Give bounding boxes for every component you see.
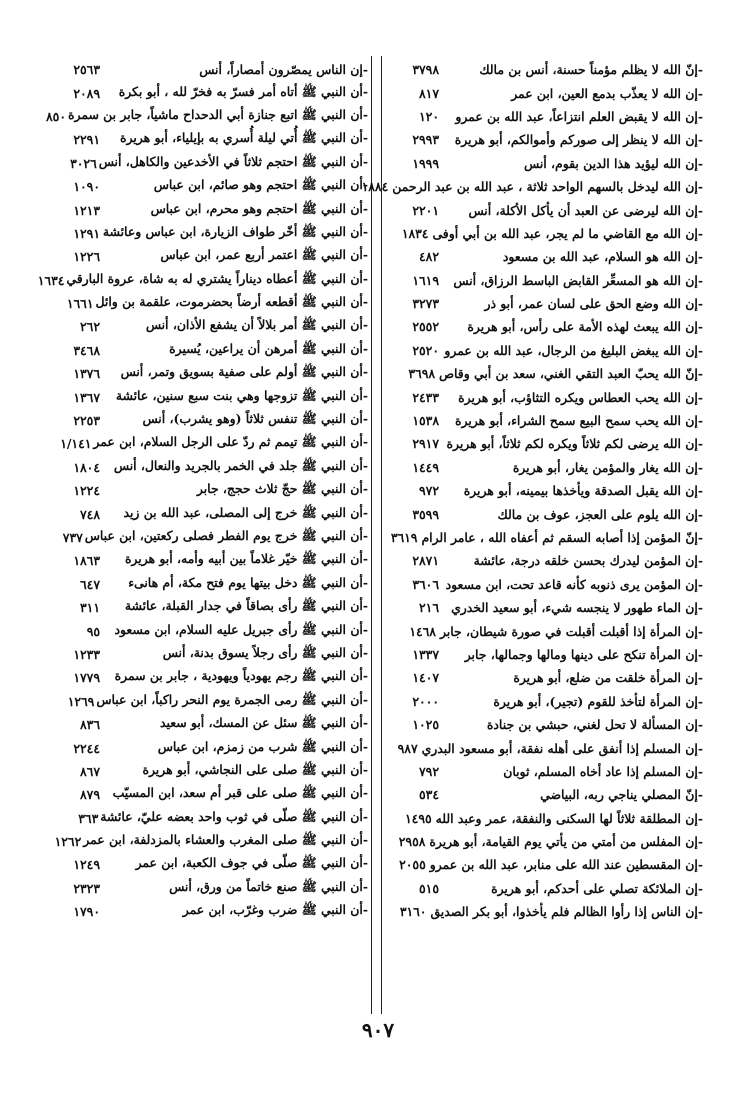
index-entry (40, 432, 370, 455)
entry-reference-number: ١٤٦٨ (409, 623, 436, 639)
index-entry (383, 853, 705, 876)
entry-reference-number: ٢٠٠٠ (412, 693, 439, 709)
entry-reference-number: ٧٤٨ (80, 506, 100, 522)
entry-reference-number: ٣٠٢٦ (70, 155, 97, 171)
entry-text: -إن الله يحب سمح البيع سمح الشراء، أبو هريرة (455, 413, 703, 429)
index-entry (40, 362, 370, 385)
index-entry (40, 292, 370, 315)
index-entry (40, 339, 370, 362)
entry-text: -أن النبي ﷺ تزوجها وهي بنت سبع سنين، عائشة (115, 387, 368, 403)
index-entry (40, 152, 370, 175)
index-entry (40, 105, 370, 128)
index-entry (383, 549, 705, 572)
entry-text: -أن النبي ﷺ احتجم وهو صائم، ابن عباس (153, 177, 368, 193)
index-entry (40, 877, 370, 900)
entry-text: -إن الله يقبل الصدقة ويأخذها بيمينه، أبو هريرة (463, 483, 703, 499)
entry-reference-number: ١/١٤١ (60, 436, 92, 452)
index-entry (383, 245, 705, 268)
index-entry (37, 269, 370, 292)
entry-text: -إن الله يبعث لهذه الأمة على رأس، أبو هريرة (467, 319, 703, 335)
entry-text: -أن النبي ﷺ رأى جبريل عليه السلام، ابن مسعود (114, 621, 368, 637)
entry-text: -أن النبي ﷺ دخل بيتها يوم فتح مكة، أم هانىء (128, 574, 368, 590)
entry-reference-number: ٢٩٩٣ (412, 132, 439, 148)
entry-reference-number: ٣١١ (80, 600, 100, 616)
index-entry (40, 81, 370, 104)
entry-text: -إن المفلس من أمتي من يأتي يوم القيامة، أبو هريرة (429, 834, 703, 850)
entry-text: -أن النبي ﷺ تيمم ثم ردّ على الرجل السلام، ابن عمر (93, 434, 368, 450)
entry-text: -إن المسلم إذا أنفق على أهله نفقة، أبو مسعود البدري (421, 740, 703, 756)
index-entry (383, 58, 705, 81)
entry-reference-number: ١٢٣٣ (73, 646, 100, 662)
index-entry (383, 81, 705, 104)
entry-reference-number: ٩٥ (86, 623, 100, 639)
index-entry (383, 479, 705, 502)
entry-text: -إن المطلقة ثلاثاً لها السكنى والنفقة، عمر وعبد الله (435, 810, 703, 826)
left-column (37, 58, 370, 923)
index-entry (383, 573, 705, 596)
entry-text: -إنّ الله يحبّ العبد التقي الغني، سعد بن أبي وقاص (439, 366, 703, 382)
entry-text: -أن النبي ﷺ صلّى في ثوب واحد بعضه عليّ، عائشة (100, 808, 368, 824)
entry-reference-number: ٥٣٤ (419, 787, 439, 803)
index-entry (361, 175, 705, 198)
index-entry (40, 385, 370, 408)
entry-text: -إن الله لا يقبض العلم انتزاعاً، عبد الله بن عمرو (455, 108, 703, 124)
entry-text: -أن النبي ﷺ خرج يوم الفطر فصلى ركعتين، ابن عباس (84, 528, 368, 543)
entry-reference-number: ١٧٩٠ (73, 904, 100, 920)
entry-reference-number: ٣١٦٠ (399, 904, 427, 920)
entry-reference-number: ٢٢٥٣ (73, 413, 100, 429)
entry-reference-number: ١٢٦٩ (67, 693, 95, 709)
index-entry (383, 409, 705, 432)
entry-text: -أن النبي ﷺ أمرهن أن يراعين، يُسيرة (169, 340, 368, 356)
entry-text: -إن الله لا يعذّب بدمع العين، ابن عمر (511, 85, 703, 101)
entry-text: -أن النبي ﷺ أقطعه أرضاً بحضرموت، علقمة بن وائل (95, 294, 368, 310)
index-entry (383, 900, 705, 923)
entry-reference-number: ٣٦٩٨ (408, 366, 436, 382)
entry-text: -أن النبي ﷺ صنع خاتماً من ورق، أنس (169, 878, 368, 894)
index-entry (40, 315, 370, 338)
entry-text: -أن النبي ﷺ اتبع جنازة أبي الدحداح ماشياً، جابر بن سمرة (67, 106, 368, 122)
index-entry (40, 58, 370, 81)
entry-text: -أن النبي ﷺ احتجم ثلاثاً في الأخدعين والكاهل، أنس (98, 153, 368, 169)
entry-reference-number: ٢٢٤٤ (73, 740, 100, 756)
entry-reference-number: ٣٢٧٣ (412, 296, 439, 312)
entry-reference-number: ١٤٠٧ (412, 670, 439, 686)
index-entry (383, 269, 705, 292)
index-entry (40, 456, 370, 479)
page-number: ٩٠٧ (361, 1018, 395, 1042)
entry-text: -إن الله لا ينظر إلى صوركم وأموالكم، أبو هريرة (454, 132, 703, 148)
entry-text: -أن النبي ﷺ رأى بصاقاً في جدار القبلة، عائشة (124, 598, 368, 614)
entry-reference-number: ١٦٣٤ (37, 272, 65, 288)
entry-text: -أن النبي ﷺ أولم على صفية بسويق وتمر، أنس (120, 364, 368, 380)
index-entry (40, 643, 370, 666)
entry-reference-number: ١٨٨٤ (361, 179, 389, 195)
entry-text: -أن النبي ﷺ احتجم وهو محرم، ابن عباس (150, 200, 368, 216)
index-entry (40, 549, 370, 572)
index-entry (40, 409, 370, 432)
index-entry (383, 619, 705, 642)
entry-text: -أن النبي ﷺ صلّى في جوف الكعبة، ابن عمر (135, 855, 368, 871)
entry-text: -إن الله هو المسعِّر القابض الباسط الرزاق، أنس (453, 272, 703, 288)
entry-text: -أن النبي ﷺ خيّر غلاماً بين أبيه وأمه، أبو هريرة (124, 551, 368, 567)
index-entry (383, 502, 705, 525)
index-entry (383, 877, 705, 900)
index-entry (40, 760, 370, 783)
index-entry (40, 128, 370, 151)
entry-reference-number: ١٢٢٤ (73, 483, 100, 499)
entry-text: -أن النبي ﷺ رمى الجمرة يوم النحر راكباً، ابن عباس (96, 691, 368, 707)
index-entry (40, 222, 370, 245)
entry-reference-number: ٢٥٥٢ (412, 319, 439, 335)
index-entry (383, 432, 705, 455)
index-entry (383, 105, 705, 128)
index-entry (40, 713, 370, 736)
index-entry (383, 526, 705, 549)
entry-reference-number: ٨٣٦ (80, 717, 100, 733)
entry-reference-number: ٤٨٢ (419, 249, 439, 265)
index-entry (383, 198, 705, 221)
entry-text: -أن النبي ﷺ خرج إلى المصلى، عبد الله بن زيد (123, 504, 368, 520)
entry-text: -أن النبي ﷺ رجم يهودياً ويهودية ، جابر بن سمرة (114, 668, 368, 684)
entry-reference-number: ١٩٩٩ (412, 155, 439, 171)
index-entry (40, 619, 370, 642)
index-entry (40, 830, 370, 853)
entry-reference-number: ٢٩١٧ (412, 436, 439, 452)
entry-text: -أن النبي ﷺ شرب من زمزم، ابن عباس (157, 738, 368, 754)
index-entry (40, 573, 370, 596)
entry-reference-number: ٢٦٢ (80, 319, 100, 335)
entry-reference-number: ٣٧٩٨ (412, 62, 439, 78)
entry-text: -أن النبي ﷺ اعتمر أربع عمر، ابن عباس (160, 247, 368, 263)
entry-reference-number: ١٨٦٣ (73, 553, 100, 569)
entry-reference-number: ٣٦٠٦ (412, 576, 439, 592)
entry-text: -أن النبي ﷺ ضرب وغرّب، ابن عمر (182, 902, 368, 918)
entry-text: -إن المؤمن يرى ذنوبه كأنه قاعد تحت، ابن مسعود (445, 576, 703, 592)
entry-text: -إنّ الله لا يظلم مؤمناً حسنة، أنس بن مالك (479, 62, 703, 78)
entry-reference-number: ١٢٠ (419, 108, 439, 124)
entry-reference-number: ٢٠٥٥ (399, 857, 426, 873)
entry-reference-number: ١٨٣٤ (401, 225, 429, 241)
entry-text: -إن الله يغار والمؤمن يغار، أبو هريرة (512, 459, 703, 475)
entry-reference-number: ١٣٧٦ (73, 366, 100, 382)
entry-reference-number: ٥١٥ (419, 880, 439, 896)
index-entry (383, 152, 705, 175)
entry-text: -إن الله مع القاضي ما لم يجر، عبد الله بن أبي أوفى (432, 225, 703, 241)
entry-reference-number: ١٤٤٩ (412, 459, 439, 475)
entry-text: -أن النبي ﷺ أعطاه ديناراً يشتري له به شاة، عروة البارقي (66, 270, 368, 286)
index-entry (383, 830, 705, 853)
index-entry (383, 385, 705, 408)
entry-text: -أن النبي ﷺ صلى على النجاشي، أبو هريرة (142, 761, 368, 777)
entry-reference-number: ١٠٩٠ (73, 179, 100, 195)
index-entry (40, 245, 370, 268)
entry-reference-number: ٢٤٣٣ (412, 389, 439, 405)
entry-reference-number: ٩٨٧ (397, 740, 418, 756)
index-entry (383, 666, 705, 689)
entry-text: -إن الماء طهور لا ينجسه شيء، أبو سعيد الخدري (451, 600, 703, 616)
index-entry (383, 807, 705, 830)
entry-text: -إن الله ليؤيد هذا الدين بقوم، أنس (524, 155, 703, 171)
entry-text: -إن الناس إذا رأوا الظالم فلم يأخذوا، أبو بكر الصديق (430, 904, 703, 920)
right-column (361, 58, 705, 923)
entry-text: -إن المسلم إذا عاد أخاه المسلم، ثوبان (503, 763, 703, 779)
entry-text: -إن الله يبغض البليغ من الرجال، عبد الله بن عمرو (444, 342, 703, 358)
entry-text: -أن النبي ﷺ حجّ ثلاث حجج، جابر (196, 481, 368, 497)
entry-reference-number: ٣٦٣ (78, 810, 99, 826)
entry-text: -أن النبي ﷺ صلى على قبر أم سعد، ابن المسيّب (112, 785, 368, 801)
entry-text: -إن الله يحب العطاس ويكره التثاؤب، أبو هريرة (458, 389, 703, 405)
index-entry (383, 128, 705, 151)
entry-text: -إن الله ليدخل بالسهم الواحد ثلاثة ، عبد الله بن عبد الرحمن (392, 179, 703, 195)
entry-reference-number: ٣٤٦٨ (73, 342, 100, 358)
index-entry (40, 736, 370, 759)
index-entry (383, 456, 705, 479)
entry-text: -إن الله يلوم على العجز، عوف بن مالك (497, 506, 703, 522)
index-entry (383, 222, 705, 245)
entry-text: -إن المرأة لتأخذ للقوم (تجير)، أبو هريرة (493, 693, 703, 709)
entry-reference-number: ٨٧٩ (80, 787, 100, 803)
entry-text: -إن المرأة إذا أقبلت أقبلت في صورة شيطان، جابر (439, 623, 703, 639)
index-entry (383, 736, 705, 759)
index-entry (40, 596, 370, 619)
index-entry (40, 853, 370, 876)
entry-reference-number: ٢١٦ (419, 600, 439, 616)
entry-text: -أن النبي ﷺ سئل عن المسك، أبو سعيد (160, 715, 368, 731)
index-entry (383, 362, 705, 385)
index-entry (40, 502, 370, 525)
entry-text: -أن النبي ﷺ رأى رجلاً يسوق بدنة، أنس (162, 644, 368, 660)
entry-text: -إن الله ليرضى عن العبد أن يأكل الأكلة، أنس (468, 202, 703, 218)
entry-text: -أن النبي ﷺ صلى المغرب والعشاء بالمزدلفة، ابن عمر (83, 832, 368, 848)
index-entry (383, 643, 705, 666)
index-entry (383, 292, 705, 315)
entry-reference-number: ١٥٣٨ (412, 413, 439, 429)
entry-reference-number: ٨٦٧ (80, 763, 100, 779)
entry-reference-number: ١٢٩١ (73, 225, 100, 241)
entry-reference-number: ١٠٢٥ (412, 717, 439, 733)
entry-reference-number: ٢٣٢٣ (73, 880, 100, 896)
index-entry (383, 596, 705, 619)
entry-reference-number: ٧٣٧ (62, 530, 83, 545)
index-entry (383, 783, 705, 806)
entry-reference-number: ٢٨٧١ (412, 553, 439, 569)
entry-reference-number: ٦٤٧ (80, 576, 100, 592)
entry-reference-number: ٧٩٢ (419, 763, 439, 779)
index-entry (383, 690, 705, 713)
entry-reference-number: ٢٥٦٣ (73, 62, 100, 78)
index-entry (40, 666, 370, 689)
entry-text: -أن النبي ﷺ أُتي ليلة أُسري به بإيلياء، أبو هريرة (120, 130, 368, 146)
entry-reference-number: ١٨٠٤ (73, 459, 100, 475)
entry-text: -إن المرأة تنكح على دينها ومالها وجمالها، جابر (464, 646, 703, 662)
index-entry (383, 339, 705, 362)
entry-reference-number: ١٣٣٧ (412, 646, 439, 662)
entry-text: -إن المقسطين عند الله على منابر، عبد الله بن عمرو (429, 857, 703, 873)
entry-text: -أن النبي ﷺ تنفس ثلاثاً (وهو يشرب)، أنس (142, 411, 368, 427)
index-entry (40, 690, 370, 713)
entry-reference-number: ٢٢٠١ (412, 202, 439, 218)
entry-reference-number: ١٢٤٩ (73, 857, 100, 873)
entry-reference-number: ١٢١٣ (73, 202, 100, 218)
index-entry (40, 526, 370, 549)
entry-reference-number: ٩٧٢ (419, 483, 439, 499)
entry-text: -إنّ المصلي يناجي ربه، البياضي (540, 787, 703, 803)
entry-text: -أن النبي ﷺ جلد في الخمر بالجريد والنعال، أنس (113, 457, 368, 473)
entry-reference-number: ٣٥٩٩ (412, 506, 439, 522)
entry-reference-number: ٣٦١٩ (390, 530, 418, 545)
entry-text: -إن المرأة خلقت من ضلع، أبو هريرة (513, 670, 703, 686)
index-entry (40, 900, 370, 923)
index-entry (40, 479, 370, 502)
entry-text: -إن الملائكة تصلي على أحدكم، أبو هريرة (491, 880, 703, 896)
index-entry (383, 713, 705, 736)
entry-reference-number: ١٤٩٥ (405, 810, 432, 826)
entry-reference-number: ١٣٦٧ (73, 389, 100, 405)
entry-text: -أن النبي ﷺ أمر بلالاً أن يشفع الأذان، أنس (145, 317, 368, 333)
entry-reference-number: ١٦١٩ (412, 272, 439, 288)
entry-reference-number: ١٧٧٩ (73, 670, 100, 686)
index-entry (40, 175, 370, 198)
entry-text: -أن النبي ﷺ أخّر طواف الزيارة، ابن عباس وعائشة (102, 223, 368, 239)
entry-text: -إن الله هو السلام، عبد الله بن مسعود (502, 249, 703, 265)
entry-reference-number: ١٢٦٢ (54, 834, 82, 850)
index-entry (40, 783, 370, 806)
index-entry (40, 807, 370, 830)
entry-text: -إن الله وضع الحق على لسان عمر، أبو ذر (484, 296, 703, 312)
entry-reference-number: ٢٩٥٨ (398, 834, 426, 850)
entry-text: -إن المسألة لا تحل لغني، حبشي بن جنادة (486, 717, 703, 733)
index-entry (383, 760, 705, 783)
index-entry (40, 198, 370, 221)
entry-reference-number: ٢٥٢٠ (412, 342, 439, 358)
entry-text: -إن الله يرضى لكم ثلاثاً ويكره لكم ثلاثاً، أبو هريرة (446, 436, 703, 452)
entry-reference-number: ٨٥٠ (46, 108, 66, 124)
index-entry (383, 315, 705, 338)
entry-reference-number: ٢٠٨٩ (73, 85, 100, 101)
entry-reference-number: ٢٢٩١ (73, 132, 100, 148)
entry-reference-number: ١٦٦١ (66, 296, 94, 312)
entry-text: -أن النبي ﷺ أتاه أمر فسرّ به فخرّ لله ، أبو بكرة (118, 83, 368, 99)
entry-text: -إنّ المؤمن إذا أصابه السقم ثم أعفاه الله ، عامر الرام (421, 530, 703, 545)
entry-text: -إن الناس يمصّرون أمصاراً، أنس (199, 62, 368, 78)
entry-text: -إن المؤمن ليدرك بحسن خلقه درجة، عائشة (473, 553, 703, 569)
entry-reference-number: ١٢٢٦ (73, 249, 100, 265)
entry-reference-number: ٨١٧ (419, 85, 439, 101)
